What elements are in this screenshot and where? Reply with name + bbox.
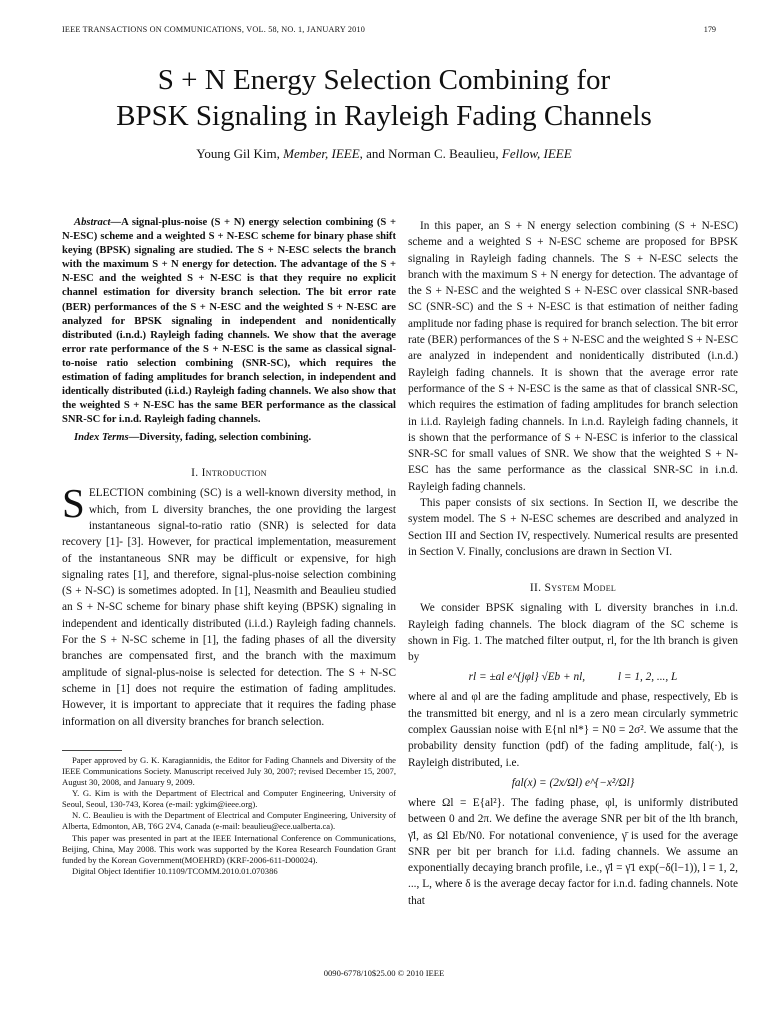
index-terms — [62, 431, 396, 445]
equation-body: rl = ±al e^{jφl} √Eb + nl, — [468, 671, 586, 684]
right-column — [408, 218, 738, 909]
section-heading-introduction — [62, 467, 396, 479]
running-header: IEEE TRANSACTIONS ON COMMUNICATIONS, VOL. 58, NO. 1, JANUARY 2010 — [62, 25, 366, 34]
drop-cap: S — [62, 480, 85, 527]
left-column — [62, 216, 396, 877]
section-title: Introduction — [201, 467, 267, 480]
paper-title — [0, 62, 768, 134]
section-heading-system-model — [408, 582, 738, 594]
author-2: , and Norman C. Beaulieu, — [359, 146, 499, 161]
page-number: 179 — [703, 25, 716, 34]
equation-1 — [408, 671, 738, 683]
paragraph: In this paper, an S + N energy selection combining (S + N-ESC) scheme and a weighted S + N-ESC scheme are proposed for BPSK signaling in Rayleigh fading channels. The S + N-ESC selects the branch with the maximum S + N energy for detection. The advantage of the S + N-ESC and the weighted S + N-ESC over classical SNR-based SC (SNR-SC) and the S + N-ESC is that estimation of neither fading amplitude nor fading phase is required for branch selection. The bit error rate (BER) performances of the S + N-ESC and the weighted S + N-ESC are analyzed in independent and nonidentically distributed (i.n.d.) Rayleigh fading channels. It is shown that the average error rate performance of the S + N-ESC is the same as that of classical SNR-SC, which requires the estimation of fading amplitudes for branch selection in i.i.d. Rayleigh fading channels. In i.n.d. Rayleigh fading channels, it is shown that the performance of S + N-ESC is inferior to the classical SNR-SC for small values of SNR. We show that the weighted S + N-ESC has the same performance as the classical SNR-SC in i.n.d. Rayleigh fading channels. — [408, 220, 738, 493]
intro-paragraph — [62, 480, 396, 729]
copyright-footer: 0090-6778/10$25.00 © 2010 IEEE — [323, 968, 445, 978]
abstract-text: —A signal-plus-noise (S + N) energy selection combining (S + N-ESC) scheme and a weighted S + N-ESC scheme for binary phase shift keying (BPSK) signaling are studied. The S + N-ESC selects the branch with the maximum S + N energy for detection. The advantage of the S + N-ESC and the weighted S + N-ESC is that they require no explicit channel estimation for diversity branch selection. The bit error rate (BER) performances of the S + N-ESC and the weighted S + N-ESC are analyzed for BPSK signaling in independent and nonidentically distributed (i.n.d.) Rayleigh fading channels. We show that the average error rate performance of the S + N-ESC is the same as classical signal-to-noise ratio selection combining (SNR-SC), which requires the estimation of fading amplitudes for branch selection, in independent and identically distributed (i.i.d.) Rayleigh fading channels. We also show that the weighted S + N-ESC has the same BER performance as the classical SNR-SC for i.n.d. Rayleigh fading channels. — [62, 217, 396, 426]
paragraph: where al and φl are the fading amplitude and phase, respectively, Eb is the transmitted bit energy, and nl is a zero mean circularly symmetric complex Gaussian noise with E{nl nl*} = N0 = 2σ². We assume that the probability density function (pdf) of the fading amplitude, fal(·), is Rayleigh distributed, i.e. — [408, 691, 738, 769]
index-terms-text: —Diversity, fading, selection combining. — [128, 432, 312, 444]
footnote-author-2: N. C. Beaulieu is with the Department of Electrical and Computer Engineering, University of Alberta, Edmonton, AB, T6G 2V4, Canada (e-mail: beaulieu@ece.ualberta.ca). — [62, 810, 396, 832]
footnote-rule — [62, 750, 122, 751]
abstract-label: Abstract — [74, 217, 111, 228]
equation-range: l = 1, 2, ..., L — [617, 671, 678, 684]
footnote-doi: Digital Object Identifier 10.1109/TCOMM.2010.01.070386 — [72, 865, 278, 876]
footnote-presentation: This paper was presented in part at the IEEE International Conference on Communications, Beijing, China, May 2008. This work was supported by the Korea Research Foundation Grant funded by the Korean Government(MOEHRD) (KRF-2006-611-D00024). — [62, 832, 396, 865]
author-2-role: Fellow, IEEE — [501, 146, 572, 161]
section-number: II. — [529, 582, 542, 595]
title-line-2: BPSK Signaling in Rayleigh Fading Channels — [116, 100, 652, 132]
author-line — [0, 146, 768, 162]
section-number: I. — [191, 467, 199, 480]
equation-2 — [408, 777, 738, 789]
paragraph: where Ωl = E{al²}. The fading phase, φl, is uniformly distributed between 0 and 2π. We define the average SNR per bit of the lth branch, γ̄l, as Ωl Eb/N0. For notational convenience, γ̄ is used for the average SNR per bit per branch for i.i.d. fading channels. We assume an exponentially decaying branch profile, i.e., γ̄l = γ̄1 exp(−δ(l−1)), l = 1, 2, ..., L, where δ is the average decay factor for i.n.d. fading channels. Note that — [408, 796, 738, 907]
abstract — [62, 216, 396, 427]
footnote-editor: Paper approved by G. K. Karagiannidis, the Editor for Fading Channels and Diversity of the IEEE Communications Society. Manuscript received July 30, 2007; revised December 15, 2007, August 30, 2008, and January 9, 2009. — [62, 754, 396, 788]
author-1-role: Member, IEEE — [283, 146, 360, 161]
footnotes — [62, 750, 396, 877]
author-1: Young Gil Kim, — [196, 146, 280, 161]
index-terms-label: Index Terms — [74, 432, 129, 444]
section-title: System Model — [544, 582, 617, 595]
paragraph: We consider BPSK signaling with L diversity branches in i.n.d. Rayleigh fading channels. The block diagram of the SC scheme is shown in Fig. 1. The matched filter output, rl, for the lth branch is given by — [408, 602, 738, 664]
equation-body: fal(x) = (2x/Ωl) e^{−x²/Ωl} — [511, 776, 635, 789]
intro-text: ELECTION combining (SC) is a well-known diversity method, in which, from L diversity branches, the one providing the largest instantaneous signal-to-ratio ratio (SNR) is selected for data recovery [1]- [3]. However, for practical implementation, measurement of the instantaneous SNR may be difficult or expensive, for high signaling rates [1], and therefore, signal-plus-noise selection combining (S + N-SC) is sometimes adopted. In [1], Neasmith and Beaulieu studied an S + N-SC scheme for binary phase shift keying (BPSK) signaling in independent and identically distributed (i.i.d.) Rayleigh fading channels. For the S + N-SC scheme in [1], the fading phases of all the diversity branches are compensated first, and the branch with the maximum amplitude of signal-plus-noise is selected for detection. The S + N-SC scheme in [1] does not require the estimation of fading amplitudes. However, it is important to appreciate that it requires the fading phase information on all diversity branches for branch selection. — [62, 487, 396, 728]
title-line-1: S + N Energy Selection Combining for — [157, 64, 611, 96]
paragraph: This paper consists of six sections. In Section II, we describe the system model. The S + N-ESC schemes are described and analyzed in Section III and Section IV, respectively. Numerical results are presented in Section V. Finally, conclusions are drawn in Section VI. — [408, 497, 738, 558]
footnote-author-1: Y. G. Kim is with the Department of Electrical and Computer Engineering, University of Seoul, Seoul, 130-743, Korea (e-mail: ygkim@ieee.org). — [62, 788, 396, 810]
